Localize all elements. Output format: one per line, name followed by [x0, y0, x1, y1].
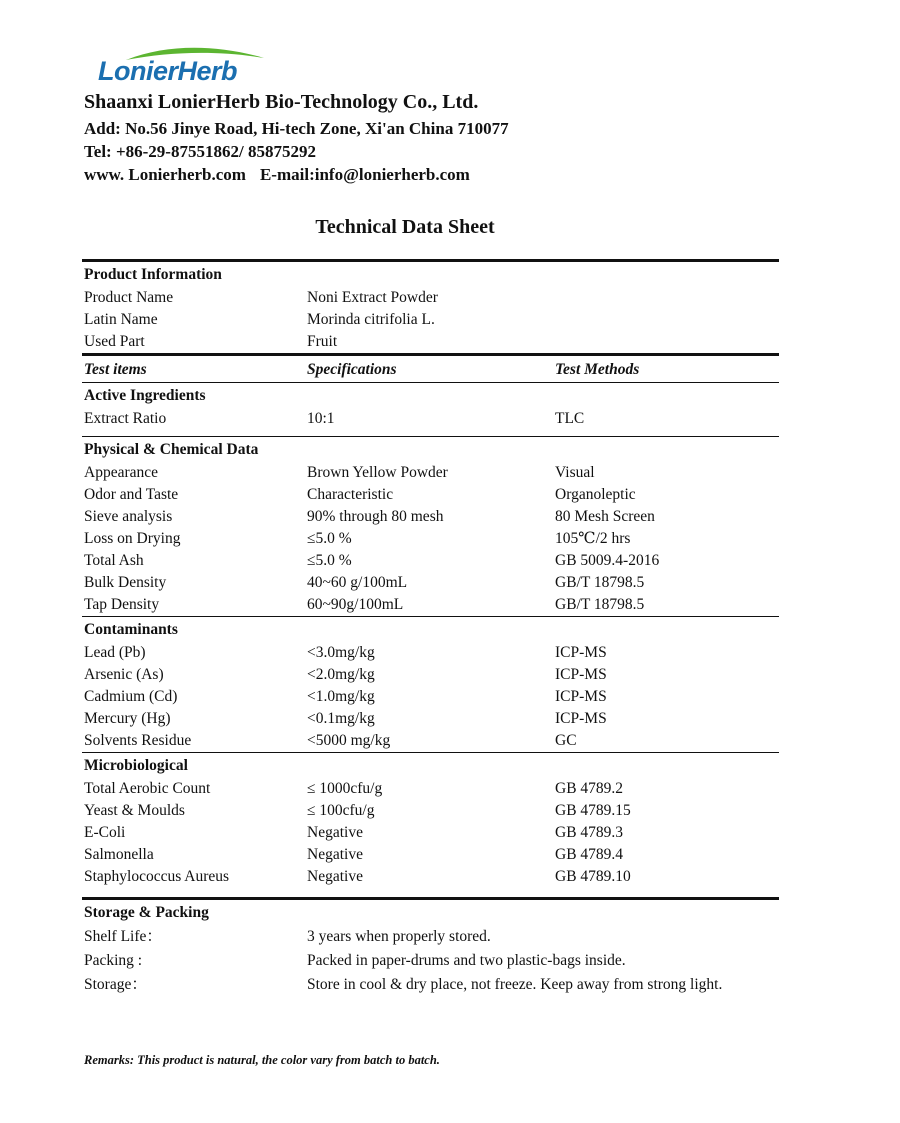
table-row	[82, 973, 779, 997]
test-method: GC	[555, 732, 577, 749]
tech-data-table	[82, 259, 779, 997]
test-spec: 90% through 80 mesh	[307, 508, 444, 525]
test-item: Tap Density	[84, 596, 160, 613]
test-item: Staphylococcus Aureus	[84, 868, 230, 885]
test-spec: 60~90g/100mL	[307, 596, 404, 613]
storage-value: Packed in paper-drums and two plastic-bags inside.	[307, 952, 626, 969]
company-email[interactable]: E-mail:info@lonierherb.com	[259, 165, 470, 184]
test-method: ICP-MS	[555, 666, 607, 683]
test-method: 105℃/2 hrs	[555, 530, 631, 547]
test-method: GB 5009.4-2016	[555, 552, 660, 569]
test-spec: Negative	[307, 868, 363, 885]
company-website[interactable]: www. Lonierherb.com	[84, 165, 246, 184]
test-item: Lead (Pb)	[84, 644, 146, 661]
test-item: E-Coli	[84, 824, 126, 841]
table-row	[82, 506, 779, 528]
info-value: Morinda citrifolia L.	[307, 311, 435, 328]
test-item: Total Aerobic Count	[84, 780, 211, 797]
table-row	[82, 664, 779, 686]
column-header-row	[82, 356, 779, 382]
test-method: Visual	[555, 464, 595, 481]
test-method: GB/T 18798.5	[555, 574, 645, 591]
section-heading-storage: Storage & Packing	[84, 904, 209, 921]
table-row	[82, 309, 779, 331]
table-row	[82, 331, 779, 353]
test-method: GB 4789.4	[555, 846, 624, 863]
test-item: Salmonella	[84, 846, 154, 863]
document-title: Technical Data Sheet	[315, 216, 495, 238]
table-row	[82, 800, 779, 822]
test-item: Odor and Taste	[84, 486, 179, 503]
table-row	[82, 822, 779, 844]
table-row	[82, 778, 779, 800]
test-item: Arsenic (As)	[84, 666, 164, 683]
table-row	[82, 462, 779, 484]
company-tel: Tel: +86-29-87551862/ 85875292	[84, 142, 316, 161]
test-method: GB 4789.15	[555, 802, 631, 819]
table-row	[82, 287, 779, 309]
section-heading-product-info: Product Information	[84, 266, 222, 283]
test-spec: <1.0mg/kg	[307, 688, 375, 705]
test-spec: ≤ 100cfu/g	[307, 802, 375, 819]
test-spec: ≤ 1000cfu/g	[307, 780, 383, 797]
test-spec: Negative	[307, 846, 363, 863]
test-spec: <2.0mg/kg	[307, 666, 375, 683]
test-spec: 40~60 g/100mL	[307, 574, 408, 591]
test-item: Extract Ratio	[84, 410, 167, 427]
test-item: Yeast & Moulds	[84, 802, 185, 819]
table-row	[82, 730, 779, 752]
test-item: Loss on Drying	[84, 530, 181, 547]
test-spec: 10:1	[307, 410, 335, 427]
logo-text: LonierHerb	[98, 56, 238, 86]
test-item: Cadmium (Cd)	[84, 688, 178, 705]
test-item: Sieve analysis	[84, 508, 173, 525]
table-row	[82, 594, 779, 616]
test-method: 80 Mesh Screen	[555, 508, 655, 525]
storage-label: Storage：	[84, 976, 147, 993]
company-address: Add: No.56 Jinye Road, Hi-tech Zone, Xi'an China 710077	[84, 119, 509, 138]
test-spec: ≤5.0 %	[307, 552, 352, 569]
test-spec: <3.0mg/kg	[307, 644, 375, 661]
test-spec: ≤5.0 %	[307, 530, 352, 547]
column-header-test-items: Test items	[84, 361, 147, 378]
info-value: Noni Extract Powder	[307, 289, 438, 306]
table-row	[82, 866, 779, 888]
info-label: Latin Name	[84, 311, 158, 328]
table-row	[82, 844, 779, 866]
table-row	[82, 686, 779, 708]
test-item: Appearance	[84, 464, 159, 481]
info-value: Fruit	[307, 333, 338, 350]
test-method: ICP-MS	[555, 644, 607, 661]
test-spec: Brown Yellow Powder	[307, 464, 448, 481]
storage-label: Shelf Life：	[84, 928, 162, 945]
test-method: GB 4789.3	[555, 824, 624, 841]
company-web-email	[84, 165, 470, 185]
table-row	[82, 708, 779, 730]
table-row	[82, 642, 779, 664]
section-heading-micro: Microbiological	[84, 757, 188, 774]
test-spec: Negative	[307, 824, 363, 841]
section-heading-active: Active Ingredients	[84, 387, 206, 404]
test-method: ICP-MS	[555, 688, 607, 705]
remarks-note: Remarks: This product is natural, the color vary from batch to batch.	[84, 1053, 440, 1067]
table-row	[82, 408, 779, 430]
info-label: Used Part	[84, 333, 145, 350]
test-item: Bulk Density	[84, 574, 167, 591]
test-method: TLC	[555, 410, 585, 427]
test-item: Total Ash	[84, 552, 144, 569]
table-row	[82, 484, 779, 506]
storage-label: Packing :	[84, 952, 143, 969]
test-method: GB 4789.2	[555, 780, 624, 797]
test-method: Organoleptic	[555, 486, 636, 503]
table-row	[82, 925, 779, 949]
table-row	[82, 572, 779, 594]
info-label: Product Name	[84, 289, 174, 306]
test-item: Mercury (Hg)	[84, 710, 171, 727]
test-method: GB 4789.10	[555, 868, 631, 885]
company-name: Shaanxi LonierHerb Bio-Technology Co., Ltd.	[84, 91, 479, 113]
table-row	[82, 528, 779, 550]
table-row	[82, 949, 779, 973]
column-header-specifications: Specifications	[307, 361, 397, 378]
section-heading-contaminants: Contaminants	[84, 621, 178, 638]
test-item: Solvents Residue	[84, 732, 192, 749]
storage-value: 3 years when properly stored.	[307, 928, 491, 945]
test-method: GB/T 18798.5	[555, 596, 645, 613]
column-header-test-methods: Test Methods	[555, 361, 640, 378]
test-spec: Characteristic	[307, 486, 394, 503]
test-method: ICP-MS	[555, 710, 607, 727]
test-spec: <0.1mg/kg	[307, 710, 375, 727]
table-row	[82, 550, 779, 572]
storage-value: Store in cool & dry place, not freeze. Keep away from strong light.	[307, 976, 723, 993]
section-heading-physical: Physical & Chemical Data	[84, 441, 259, 458]
test-spec: <5000 mg/kg	[307, 732, 391, 749]
company-logo	[96, 46, 276, 92]
